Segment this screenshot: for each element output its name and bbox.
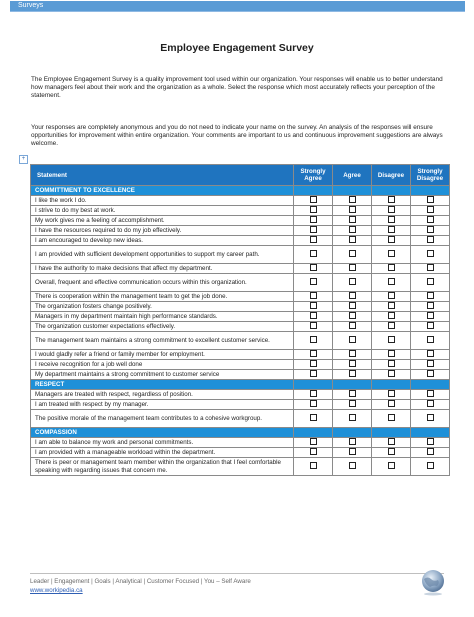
checkbox-agree[interactable] — [349, 250, 356, 257]
checkbox-disagree[interactable] — [388, 350, 395, 357]
checkbox-strongly-agree[interactable] — [310, 226, 317, 233]
cell-disagree — [372, 322, 411, 332]
checkbox-strongly-agree[interactable] — [310, 216, 317, 223]
checkbox-strongly-disagree[interactable] — [427, 390, 434, 397]
table-row — [31, 390, 450, 400]
checkbox-disagree[interactable] — [388, 414, 395, 421]
checkbox-disagree[interactable] — [388, 292, 395, 299]
checkbox-strongly-agree[interactable] — [310, 414, 317, 421]
cell-disagree — [372, 332, 411, 350]
section-blank-cell — [411, 428, 450, 438]
section-blank-cell — [333, 186, 372, 196]
section-blank-cell — [411, 380, 450, 390]
section-title: RESPECT — [31, 380, 294, 390]
checkbox-strongly-agree[interactable] — [310, 196, 317, 203]
checkbox-strongly-disagree[interactable] — [427, 360, 434, 367]
cell-strongly-disagree — [411, 458, 450, 476]
checkbox-disagree[interactable] — [388, 322, 395, 329]
checkbox-agree[interactable] — [349, 322, 356, 329]
cell-strongly-disagree — [411, 390, 450, 400]
cell-strongly-disagree — [411, 332, 450, 350]
cell-agree — [333, 206, 372, 216]
cell-disagree — [372, 226, 411, 236]
table-row — [31, 312, 450, 322]
checkbox-agree[interactable] — [349, 216, 356, 223]
header-disagree: Disagree — [372, 165, 411, 186]
statement-text: I am provided with sufficient development opportunities to support my career path. — [31, 246, 294, 264]
header-label: Surveys — [18, 2, 44, 9]
cell-strongly-disagree — [411, 410, 450, 428]
table-row — [31, 216, 450, 226]
checkbox-strongly-disagree[interactable] — [427, 278, 434, 285]
header-statement: Statement — [31, 165, 294, 186]
cell-strongly-agree — [294, 236, 333, 246]
checkbox-disagree[interactable] — [388, 390, 395, 397]
cell-strongly-agree — [294, 226, 333, 236]
checkbox-agree[interactable] — [349, 414, 356, 421]
cell-disagree — [372, 216, 411, 226]
cell-strongly-agree — [294, 458, 333, 476]
cell-disagree — [372, 274, 411, 292]
checkbox-agree[interactable] — [349, 206, 356, 213]
cell-disagree — [372, 390, 411, 400]
cell-disagree — [372, 292, 411, 302]
checkbox-agree[interactable] — [349, 400, 356, 407]
statement-text: My work gives me a feeling of accomplishment. — [31, 216, 294, 226]
checkbox-strongly-disagree[interactable] — [427, 400, 434, 407]
cell-agree — [333, 312, 372, 322]
section-row — [31, 380, 450, 390]
checkbox-agree[interactable] — [349, 226, 356, 233]
table-row — [31, 458, 450, 476]
section-blank-cell — [333, 428, 372, 438]
footer-tagline: Leader | Engagement | Goals | Analytical | Customer Focused | You – Self Aware — [30, 578, 251, 585]
checkbox-agree[interactable] — [349, 360, 356, 367]
checkbox-agree[interactable] — [349, 462, 356, 469]
cell-strongly-agree — [294, 312, 333, 322]
cell-disagree — [372, 312, 411, 322]
checkbox-agree[interactable] — [349, 448, 356, 455]
cell-strongly-disagree — [411, 206, 450, 216]
footer-link[interactable]: www.workipedia.ca — [30, 587, 83, 594]
checkbox-strongly-agree[interactable] — [310, 438, 317, 445]
statement-text: Managers are treated with respect, regardless of position. — [31, 390, 294, 400]
cell-strongly-disagree — [411, 196, 450, 206]
checkbox-strongly-disagree[interactable] — [427, 196, 434, 203]
checkbox-strongly-agree[interactable] — [310, 400, 317, 407]
table-row — [31, 292, 450, 302]
checkbox-agree[interactable] — [349, 302, 356, 309]
checkbox-agree[interactable] — [349, 292, 356, 299]
cell-strongly-agree — [294, 292, 333, 302]
statement-text: The organization customer expectations effectively. — [31, 322, 294, 332]
cell-agree — [333, 448, 372, 458]
checkbox-strongly-agree[interactable] — [310, 206, 317, 213]
cell-strongly-agree — [294, 360, 333, 370]
cell-disagree — [372, 206, 411, 216]
checkbox-agree[interactable] — [349, 264, 356, 271]
checkbox-agree[interactable] — [349, 438, 356, 445]
checkbox-disagree[interactable] — [388, 400, 395, 407]
cell-disagree — [372, 410, 411, 428]
cell-agree — [333, 400, 372, 410]
cell-agree — [333, 410, 372, 428]
cell-strongly-agree — [294, 438, 333, 448]
cell-agree — [333, 322, 372, 332]
checkbox-agree[interactable] — [349, 196, 356, 203]
cell-agree — [333, 302, 372, 312]
cell-strongly-agree — [294, 274, 333, 292]
intro-paragraph-1: The Employee Engagement Survey is a quality improvement tool used within our organization. Your responses will enable us to better understand how managers feel about their work and the organization as a whole. Select the response which most accurately reflects your perception of the statement. — [31, 76, 443, 100]
checkbox-strongly-agree[interactable] — [310, 236, 317, 243]
section-row — [31, 428, 450, 438]
checkbox-disagree[interactable] — [388, 336, 395, 343]
checkbox-disagree[interactable] — [388, 448, 395, 455]
checkbox-strongly-agree[interactable] — [310, 390, 317, 397]
cell-agree — [333, 458, 372, 476]
statement-text: The organization fosters change positively. — [31, 302, 294, 312]
table-row — [31, 448, 450, 458]
table-row — [31, 410, 450, 428]
table-row — [31, 196, 450, 206]
cell-disagree — [372, 400, 411, 410]
survey-table — [30, 164, 450, 476]
page-title: Employee Engagement Survey — [160, 42, 314, 54]
cell-agree — [333, 226, 372, 236]
cell-strongly-disagree — [411, 438, 450, 448]
statement-text: I am provided with a manageable workload within the department. — [31, 448, 294, 458]
cell-strongly-agree — [294, 332, 333, 350]
statement-text: I am treated with respect by my manager. — [31, 400, 294, 410]
checkbox-strongly-disagree[interactable] — [427, 264, 434, 271]
cell-strongly-agree — [294, 322, 333, 332]
cell-strongly-disagree — [411, 360, 450, 370]
table-move-handle-icon[interactable]: + — [19, 155, 28, 164]
checkbox-disagree[interactable] — [388, 196, 395, 203]
section-blank-cell — [294, 380, 333, 390]
checkbox-agree[interactable] — [349, 370, 356, 377]
cell-disagree — [372, 236, 411, 246]
checkbox-strongly-disagree[interactable] — [427, 236, 434, 243]
cell-disagree — [372, 448, 411, 458]
cell-strongly-disagree — [411, 400, 450, 410]
checkbox-strongly-disagree[interactable] — [427, 250, 434, 257]
checkbox-strongly-agree[interactable] — [310, 350, 317, 357]
intro-paragraph-2: Your responses are completely anonymous and you do not need to indicate your name on the survey. An analysis of the responses will ensure opportunities for improvement within entire organization. Your comments are important to us and continuous improvement suggestions are always welcome. — [31, 124, 443, 148]
cell-agree — [333, 236, 372, 246]
checkbox-strongly-disagree[interactable] — [427, 292, 434, 299]
checkbox-strongly-agree[interactable] — [310, 360, 317, 367]
checkbox-strongly-disagree[interactable] — [427, 226, 434, 233]
table-row — [31, 226, 450, 236]
cell-strongly-agree — [294, 206, 333, 216]
checkbox-strongly-agree[interactable] — [310, 448, 317, 455]
statement-text: I have the resources required to do my job effectively. — [31, 226, 294, 236]
checkbox-disagree[interactable] — [388, 370, 395, 377]
checkbox-disagree[interactable] — [388, 206, 395, 213]
statement-text: The positive morale of the management team contributes to a cohesive workgroup. — [31, 410, 294, 428]
cell-strongly-disagree — [411, 292, 450, 302]
checkbox-disagree[interactable] — [388, 302, 395, 309]
cell-strongly-agree — [294, 410, 333, 428]
cell-agree — [333, 360, 372, 370]
checkbox-strongly-disagree[interactable] — [427, 302, 434, 309]
checkbox-strongly-agree[interactable] — [310, 278, 317, 285]
header-agree: Agree — [333, 165, 372, 186]
cell-agree — [333, 332, 372, 350]
footer-divider — [30, 573, 444, 574]
cell-strongly-disagree — [411, 312, 450, 322]
statement-text: Managers in my department maintain high performance standards. — [31, 312, 294, 322]
cell-strongly-disagree — [411, 226, 450, 236]
section-blank-cell — [372, 186, 411, 196]
table-row — [31, 274, 450, 292]
table-row — [31, 264, 450, 274]
statement-text: I am encouraged to develop new ideas. — [31, 236, 294, 246]
section-blank-cell — [372, 380, 411, 390]
cell-strongly-agree — [294, 196, 333, 206]
cell-agree — [333, 390, 372, 400]
checkbox-disagree[interactable] — [388, 250, 395, 257]
section-row — [31, 186, 450, 196]
checkbox-strongly-agree[interactable] — [310, 292, 317, 299]
cell-strongly-disagree — [411, 246, 450, 264]
workipedia-globe-logo — [418, 568, 448, 598]
statement-text: I would gladly refer a friend or family member for employment. — [31, 350, 294, 360]
checkbox-disagree[interactable] — [388, 226, 395, 233]
checkbox-disagree[interactable] — [388, 360, 395, 367]
section-blank-cell — [294, 428, 333, 438]
checkbox-strongly-disagree[interactable] — [427, 336, 434, 343]
cell-strongly-disagree — [411, 302, 450, 312]
statement-text: There is peer or management team member within the organization that I feel comfortable speaking with regarding issues that concern me. — [31, 458, 294, 476]
statement-text: I receive recognition for a job well done — [31, 360, 294, 370]
checkbox-strongly-agree[interactable] — [310, 250, 317, 257]
checkbox-disagree[interactable] — [388, 312, 395, 319]
cell-disagree — [372, 246, 411, 264]
checkbox-agree[interactable] — [349, 312, 356, 319]
checkbox-strongly-disagree[interactable] — [427, 370, 434, 377]
cell-strongly-disagree — [411, 350, 450, 360]
table-row — [31, 206, 450, 216]
cell-agree — [333, 264, 372, 274]
checkbox-strongly-agree[interactable] — [310, 336, 317, 343]
table-row — [31, 246, 450, 264]
table-row — [31, 302, 450, 312]
section-title: COMMITTMENT TO EXCELLENCE — [31, 186, 294, 196]
cell-strongly-agree — [294, 400, 333, 410]
checkbox-strongly-disagree[interactable] — [427, 448, 434, 455]
checkbox-strongly-agree[interactable] — [310, 322, 317, 329]
statement-text: The management team maintains a strong commitment to excellent customer service. — [31, 332, 294, 350]
table-row — [31, 322, 450, 332]
header-bar — [10, 1, 465, 12]
checkbox-strongly-disagree[interactable] — [427, 312, 434, 319]
checkbox-agree[interactable] — [349, 350, 356, 357]
cell-disagree — [372, 370, 411, 380]
cell-disagree — [372, 350, 411, 360]
checkbox-strongly-agree[interactable] — [310, 264, 317, 271]
table-row — [31, 236, 450, 246]
statement-text: Overall, frequent and effective communication occurs within this organization. — [31, 274, 294, 292]
statement-text: I have the authority to make decisions that affect my department. — [31, 264, 294, 274]
cell-strongly-agree — [294, 390, 333, 400]
header-strongly-agree: Strongly Agree — [294, 165, 333, 186]
table-row — [31, 438, 450, 448]
cell-strongly-disagree — [411, 448, 450, 458]
checkbox-disagree[interactable] — [388, 236, 395, 243]
cell-strongly-disagree — [411, 274, 450, 292]
cell-agree — [333, 216, 372, 226]
checkbox-strongly-disagree[interactable] — [427, 206, 434, 213]
statement-text: My department maintains a strong commitment to customer service — [31, 370, 294, 380]
cell-agree — [333, 246, 372, 264]
section-title: COMPASSION — [31, 428, 294, 438]
cell-strongly-disagree — [411, 322, 450, 332]
checkbox-strongly-agree[interactable] — [310, 370, 317, 377]
cell-strongly-disagree — [411, 370, 450, 380]
checkbox-disagree[interactable] — [388, 462, 395, 469]
checkbox-agree[interactable] — [349, 336, 356, 343]
checkbox-strongly-disagree[interactable] — [427, 414, 434, 421]
cell-agree — [333, 274, 372, 292]
checkbox-disagree[interactable] — [388, 438, 395, 445]
cell-agree — [333, 370, 372, 380]
checkbox-agree[interactable] — [349, 278, 356, 285]
section-blank-cell — [294, 186, 333, 196]
cell-strongly-disagree — [411, 236, 450, 246]
statement-text: I like the work I do. — [31, 196, 294, 206]
section-blank-cell — [372, 428, 411, 438]
cell-strongly-agree — [294, 448, 333, 458]
cell-disagree — [372, 438, 411, 448]
checkbox-strongly-disagree[interactable] — [427, 462, 434, 469]
checkbox-disagree[interactable] — [388, 278, 395, 285]
table-row — [31, 350, 450, 360]
table-row — [31, 370, 450, 380]
checkbox-strongly-disagree[interactable] — [427, 438, 434, 445]
cell-strongly-agree — [294, 370, 333, 380]
checkbox-agree[interactable] — [349, 390, 356, 397]
checkbox-disagree[interactable] — [388, 216, 395, 223]
table-header-row — [31, 165, 450, 186]
statement-text: I am able to balance my work and personal commitments. — [31, 438, 294, 448]
cell-agree — [333, 438, 372, 448]
cell-strongly-agree — [294, 216, 333, 226]
checkbox-strongly-agree[interactable] — [310, 302, 317, 309]
cell-disagree — [372, 264, 411, 274]
section-blank-cell — [411, 186, 450, 196]
cell-strongly-agree — [294, 350, 333, 360]
checkbox-disagree[interactable] — [388, 264, 395, 271]
cell-agree — [333, 350, 372, 360]
cell-disagree — [372, 196, 411, 206]
cell-disagree — [372, 302, 411, 312]
table-row — [31, 400, 450, 410]
table-row — [31, 360, 450, 370]
cell-strongly-agree — [294, 302, 333, 312]
section-blank-cell — [333, 380, 372, 390]
checkbox-agree[interactable] — [349, 236, 356, 243]
cell-agree — [333, 292, 372, 302]
cell-strongly-agree — [294, 264, 333, 274]
cell-disagree — [372, 360, 411, 370]
cell-strongly-disagree — [411, 264, 450, 274]
cell-strongly-agree — [294, 246, 333, 264]
checkbox-strongly-disagree[interactable] — [427, 322, 434, 329]
header-strongly-disagree: Strongly Disagree — [411, 165, 450, 186]
checkbox-strongly-disagree[interactable] — [427, 216, 434, 223]
checkbox-strongly-agree[interactable] — [310, 312, 317, 319]
cell-agree — [333, 196, 372, 206]
checkbox-strongly-agree[interactable] — [310, 462, 317, 469]
cell-disagree — [372, 458, 411, 476]
statement-text: I strive to do my best at work. — [31, 206, 294, 216]
table-row — [31, 332, 450, 350]
checkbox-strongly-disagree[interactable] — [427, 350, 434, 357]
statement-text: There is cooperation within the management team to get the job done. — [31, 292, 294, 302]
cell-strongly-disagree — [411, 216, 450, 226]
